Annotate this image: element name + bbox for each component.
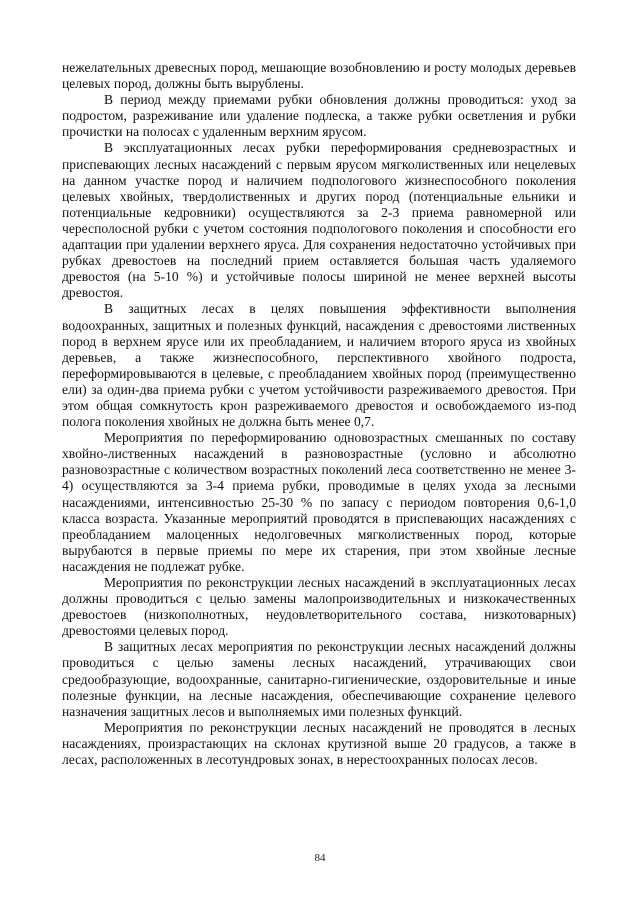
paragraph-7: В защитных лесах мероприятия по реконструкции лесных насаждений должны проводиться с целью замены лесных насаждений, утрачивающих свои средообразующие, водоохранные, санитарно-гигиенические, оздоровительные и иные полезные функции, на лесные насаждения, обеспечивающие сохранение целевого назначения защитных лесов и выполняемых ими полезных функций. [62, 639, 576, 719]
document-page [62, 60, 576, 768]
paragraph-2: В период между приемами рубки обновления должны проводиться: уход за подростом, разреживание или удаление подлеска, а также рубки осветления и рубки прочистки на полосах с удаленным верхним ярусом. [62, 92, 576, 140]
paragraph-5: Мероприятия по переформированию одновозрастных смешанных по составу хвойно-лиственных насаждений в разновозрастные (условно и абсолютно разновозрастные с количеством возрастных поколений леса соответственно не менее 3-4) осуществляются за 3-4 приема рубки, проводимые в целях ухода за лесными насаждениями, интенсивностью 25-30 % по запасу с периодом повторения 0,6-1,0 класса возраста. Указанные мероприятий проводятся в приспевающих насаждениях с преобладанием малоценных недолговечных мягколиственных пород, которые вырубаются в первые приемы по мере их старения, при этом хвойные лесные насаждения не подлежат рубке. [62, 430, 576, 574]
paragraph-3: В эксплуатационных лесах рубки переформирования средневозрастных и приспевающих лесных насаждений с первым ярусом мягколиственных или нецелевых на данном участке пород и наличием подпологового жизнеспособного поколения целевых хвойных, твердолиственных и других пород (потенциальные ельники и потенциальные кедровники) осуществляются за 2-3 приема равномерной или чересполосной рубки с учетом состояния подпологового поколения и способности его адаптации при удалении верхнего яруса. Для сохранения недостаточно устойчивых при рубках древостоев на последний прием оставляется большая часть удаляемого древостоя (на 5-10 %) и устойчивые полосы шириной не менее верхней высоты древостоя. [62, 140, 576, 301]
paragraph-4: В защитных лесах в целях повышения эффективности выполнения водоохранных, защитных и полезных функций, насаждения с древостоями лиственных пород в верхнем ярусе или их преобладанием, и наличием второго яруса из хвойных деревьев, а также жизнеспособного, перспективного хвойного подроста, переформировываются в целевые, с преобладанием хвойных пород (преимущественно ели) за один-два приема рубки с учетом устойчивости разреживаемого древостоя. При этом общая сомкнутость крон разреживаемого древостоя и освобождаемого из-под полога поколения хвойных не должна быть менее 0,7. [62, 301, 576, 430]
paragraph-1: нежелательных древесных пород, мешающие возобновлению и росту молодых деревьев целевых пород, должны быть вырублены. [62, 60, 576, 92]
page-number: 84 [314, 852, 326, 864]
paragraph-6: Мероприятия по реконструкции лесных насаждений в эксплуатационных лесах должны проводиться с целью замены малопроизводительных и низкокачественных древостоев (низкополнотных, неудовлетворительного состава, низкотоварных) древостоями целевых пород. [62, 575, 576, 639]
paragraph-8: Мероприятия по реконструкции лесных насаждений не проводятся в лесных насаждениях, произрастающих на склонах крутизной выше 20 градусов, а также в лесах, расположенных в лесотундровых зонах, в нерестоохранных полосах лесов. [62, 719, 576, 768]
